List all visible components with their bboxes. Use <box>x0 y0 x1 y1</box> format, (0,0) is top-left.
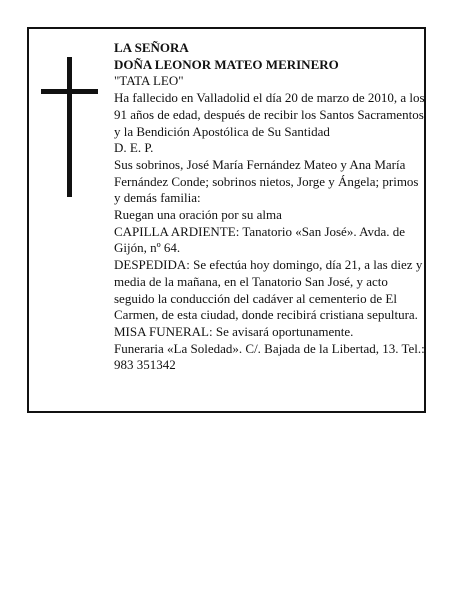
rip-line: D. E. P. <box>114 140 154 156</box>
cross-horizontal-bar <box>41 89 98 94</box>
obituary-text <box>114 40 426 374</box>
funeral-home-info: Funeraria «La Soledad». C/. Bajada de la Libertad, 13. Tel.: 983 351342 <box>114 340 425 373</box>
nickname: "TATA LEO" <box>114 73 184 89</box>
death-announcement: Ha fallecido en Valladolid el día 20 de marzo de 2010, a los 91 años de edad, después de recibir los Santos Sacramentos y la Bendición Apostólica de Su Santidad <box>114 90 425 139</box>
funeral-mass-info: MISA FUNERAL: Se avisará oportunamente. <box>114 323 354 339</box>
title-line: LA SEÑORA <box>114 40 189 55</box>
chapel-info: CAPILLA ARDIENTE: Tanatorio «San José». Avda. de Gijón, nº 64. <box>114 223 406 256</box>
obituary-notice <box>27 27 426 413</box>
prayer-request: Ruegan una oración por su alma <box>114 207 282 223</box>
cross-vertical-bar <box>67 57 72 197</box>
farewell-info: DESPEDIDA: Se efectúa hoy domingo, día 21, a las diez y media de la mañana, en el Tanatorio San José, y acto seguido la conducción del cadáver al cementerio de El Carmen, de esta ciudad, donde recibirá cristiana sepultura. <box>114 257 423 323</box>
deceased-name: DOÑA LEONOR MATEO MERINERO <box>114 56 339 72</box>
family-list: Sus sobrinos, José María Fernández Mateo y Ana María Fernández Conde; sobrinos nietos, Jorge y Ángela; primos y demás familia: <box>114 156 419 206</box>
